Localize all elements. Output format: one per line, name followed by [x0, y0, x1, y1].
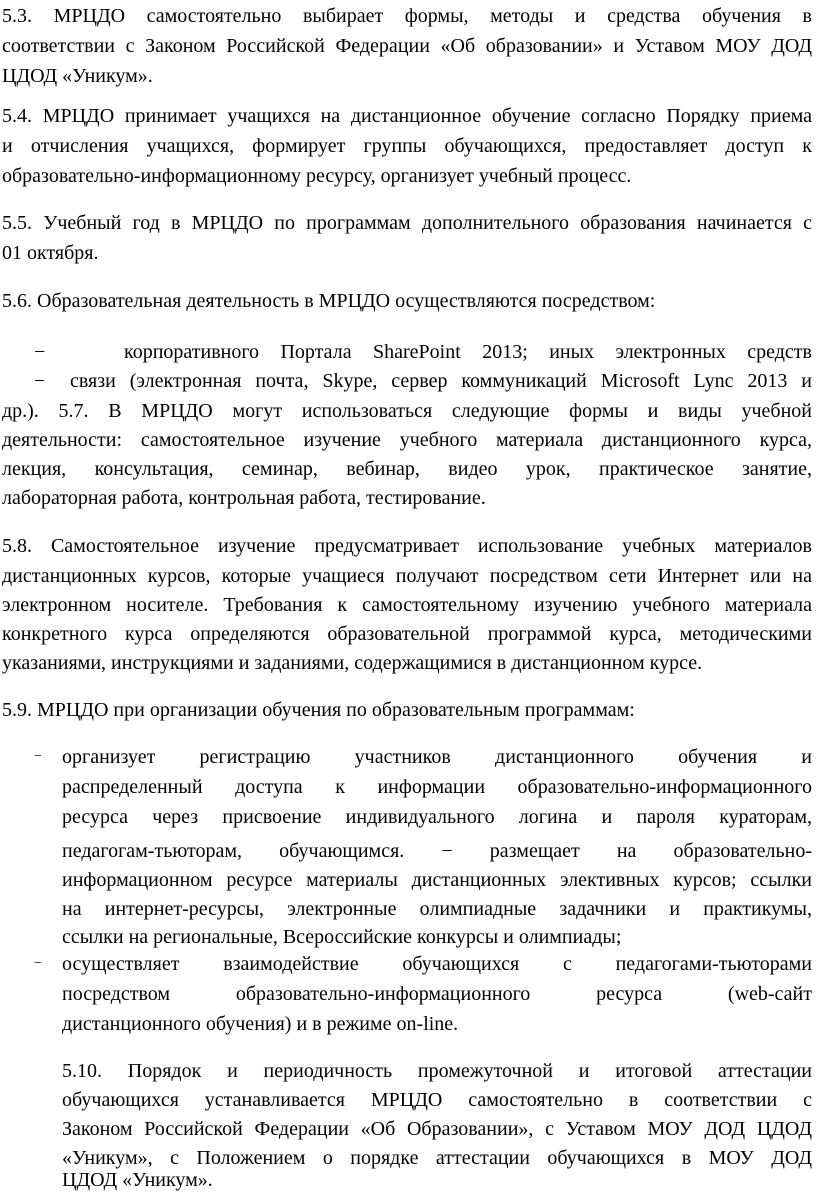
list-dash: −: [34, 370, 46, 392]
text-line: указаниями, инструкциями и заданиями, содержащимися в дистанционном курсе.: [2, 652, 703, 674]
text-line: «Уникум», с Положением о порядке аттестации обучающихся в МОУ ДОД: [62, 1147, 812, 1169]
text-line: образовательно-информационному ресурсу, организует учебный процесс.: [2, 165, 632, 187]
text-line: 01 октября.: [2, 242, 99, 264]
text-line: и отчисления учащихся, формирует группы обучающихся, предоставляет доступ к: [2, 135, 812, 157]
text-line: деятельности: самостоятельное изучение учебного материала дистанционного курса,: [2, 429, 812, 451]
text-line: дистанционного обучения) и в режиме on-line.: [62, 1013, 459, 1035]
text-line: обучающихся устанавливается МРЦДО самостоятельно в соответствии с: [62, 1089, 812, 1111]
text-line: связи (электронная почта, Skype, сервер коммуникаций Microsoft Lync 2013 и: [70, 370, 812, 392]
text-line: конкретного курса определяются образовательной программой курса, методическими: [2, 623, 812, 645]
text-line: 5.5. Учебный год в МРЦДО по программам дополнительного образования начинается с: [2, 212, 812, 234]
text-line: 5.10. Порядок и периодичность промежуточной и итоговой аттестации: [62, 1060, 812, 1082]
text-line: корпоративного Портала SharePoint 2013; иных электронных средств: [124, 341, 812, 363]
text-line: ЦДОД «Уникум».: [62, 1169, 213, 1191]
text-line: ЦДОД «Уникум».: [2, 65, 153, 87]
text-line: педагогам-тьюторам, обучающимся. − размещает на образовательно-: [62, 840, 812, 862]
text-line: распределенный доступа к информации образовательно-информационного: [62, 776, 812, 798]
text-line: лабораторная работа, контрольная работа, тестирование.: [2, 487, 486, 509]
text-line: Законом Российской Федерации «Об Образовании», с Уставом МОУ ДОД ЦДОД: [62, 1118, 812, 1140]
text-line: 5.6. Образовательная деятельность в МРЦДО осуществляются посредством:: [2, 290, 656, 312]
text-line: соответствии с Законом Российской Федерации «Об образовании» и Уставом МОУ ДОД: [2, 35, 812, 57]
text-line: посредством образовательно-информационного ресурса (web-сайт: [62, 983, 812, 1005]
text-line: ссылки на региональные, Всероссийские конкурсы и олимпиады;: [62, 926, 622, 948]
text-line: 5.8. Самостоятельное изучение предусматривает использование учебных материалов: [2, 535, 812, 557]
text-line: 5.3. МРЦДО самостоятельно выбирает формы, методы и средства обучения в: [2, 5, 812, 27]
text-line: организует регистрацию участников дистанционного обучения и: [62, 746, 812, 768]
list-dash: −: [34, 956, 42, 971]
list-dash: −: [34, 341, 46, 363]
text-line: дистанционных курсов, которые учащиеся получают посредством сети Интернет или на: [2, 565, 812, 587]
text-line: 5.4. МРЦДО принимает учащихся на дистанционное обучение согласно Порядку приема: [2, 105, 812, 127]
text-line: ресурса через присвоение индивидуального логина и пароля кураторам,: [62, 806, 812, 828]
text-line: на интернет-ресурсы, электронные олимпиадные задачники и практикумы,: [62, 898, 812, 920]
text-line: электронном носителе. Требования к самостоятельному изучению учебного материала: [2, 594, 812, 616]
text-line: др.). 5.7. В МРЦДО могут использоваться следующие формы и виды учебной: [2, 400, 812, 422]
text-line: лекция, консультация, семинар, вебинар, видео урок, практическое занятие,: [2, 458, 812, 480]
list-dash: −: [34, 749, 42, 764]
text-line: 5.9. МРЦДО при организации обучения по образовательным программам:: [2, 699, 635, 721]
text-line: осуществляет взаимодействие обучающихся с педагогами-тьюторами: [62, 953, 812, 975]
text-line: информационном ресурсе материалы дистанционных элективных курсов; ссылки: [62, 869, 812, 891]
